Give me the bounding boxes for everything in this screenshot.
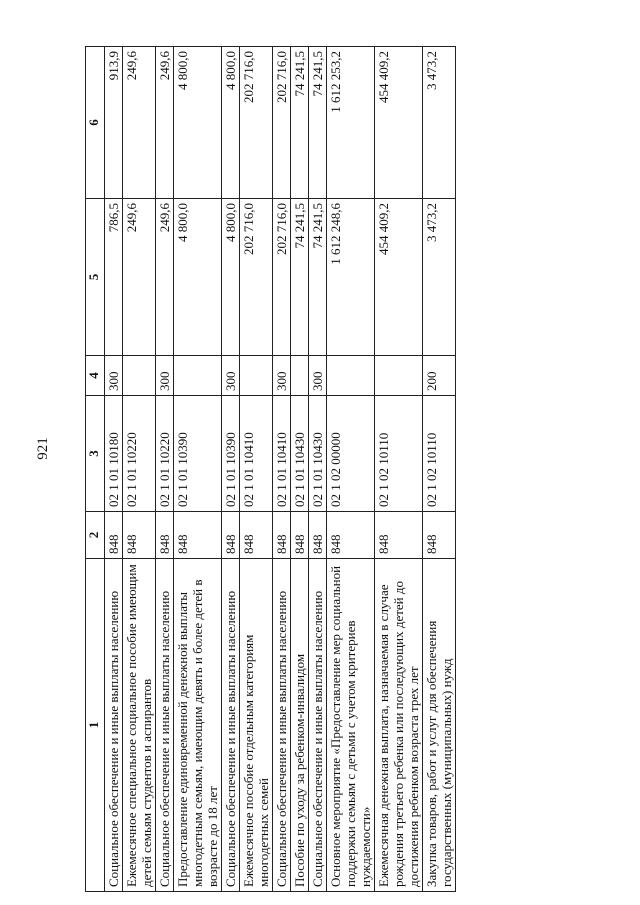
amount-col5: 786,5 (105, 199, 123, 356)
target-article-code: 02 1 02 00000 (327, 396, 375, 512)
table-row (309, 47, 327, 892)
amount-col6: 3 473,2 (423, 47, 456, 199)
expense-type-code: 300 (156, 356, 174, 396)
target-article-code: 02 1 02 10110 (423, 396, 456, 512)
table-row (123, 47, 156, 892)
expense-name: Ежемесячное пособие отдельным категориям многодетных семей (240, 559, 273, 892)
expense-name: Социальное обеспечение и иные выплаты населению (309, 559, 327, 892)
header-row (86, 47, 105, 892)
column-header: 2 (86, 512, 105, 559)
department-code: 848 (156, 512, 174, 559)
target-article-code: 02 1 01 10390 (222, 396, 240, 512)
amount-col6: 4 800,0 (222, 47, 240, 199)
expense-name: Социальное обеспечение и иные выплаты населению (105, 559, 123, 892)
column-header: 3 (86, 396, 105, 512)
expense-type-code (123, 356, 156, 396)
table-row (291, 47, 309, 892)
amount-col6: 913,9 (105, 47, 123, 199)
expense-type-code (240, 356, 273, 396)
amount-col6: 74 241,5 (309, 47, 327, 199)
expense-type-code (375, 356, 423, 396)
expense-name: Социальное обеспечение и иные выплаты населению (273, 559, 291, 892)
expense-type-code: 300 (105, 356, 123, 396)
amount-col5: 74 241,5 (291, 199, 309, 356)
amount-col5: 249,6 (123, 199, 156, 356)
department-code: 848 (174, 512, 222, 559)
expense-type-code (291, 356, 309, 396)
table-row (273, 47, 291, 892)
expense-name: Закупка товаров, работ и услуг для обеспечения государственных (муниципальных) нужд (423, 559, 456, 892)
department-code: 848 (240, 512, 273, 559)
column-header: 6 (86, 47, 105, 199)
table-row (156, 47, 174, 892)
amount-col5: 4 800,0 (174, 199, 222, 356)
department-code: 848 (423, 512, 456, 559)
amount-col5: 1 612 248,6 (327, 199, 375, 356)
table-body (105, 47, 456, 892)
expense-name: Социальное обеспечение и иные выплаты населению (222, 559, 240, 892)
target-article-code: 02 1 01 10430 (309, 396, 327, 512)
expense-name: Пособие по уходу за ребенком-инвалидом (291, 559, 309, 892)
amount-col6: 4 800,0 (174, 47, 222, 199)
page-number: 921 (34, 437, 51, 460)
department-code: 848 (123, 512, 156, 559)
budget-table-rotated-frame (85, 47, 575, 892)
amount-col5: 74 241,5 (309, 199, 327, 356)
amount-col5: 249,6 (156, 199, 174, 356)
expense-name: Ежемесячная денежная выплата, назначаемая в случае рождения третьего ребенка или последующих детей до достижения ребенком возраста трех лет (375, 559, 423, 892)
expense-name: Социальное обеспечение и иные выплаты населению (156, 559, 174, 892)
target-article-code: 02 1 01 10220 (123, 396, 156, 512)
department-code: 848 (375, 512, 423, 559)
amount-col5: 202 716,0 (273, 199, 291, 356)
amount-col5: 4 800,0 (222, 199, 240, 356)
expense-name: Основное мероприятие «Предоставление мер социальной поддержки семьям с детьми с учетом критериев нуждаемости» (327, 559, 375, 892)
column-header: 5 (86, 199, 105, 356)
amount-col5: 202 716,0 (240, 199, 273, 356)
expense-type-code: 300 (309, 356, 327, 396)
amount-col5: 3 473,2 (423, 199, 456, 356)
target-article-code: 02 1 01 10410 (240, 396, 273, 512)
target-article-code: 02 1 01 10390 (174, 396, 222, 512)
amount-col6: 74 241,5 (291, 47, 309, 199)
column-header: 4 (86, 356, 105, 396)
target-article-code: 02 1 01 10430 (291, 396, 309, 512)
amount-col6: 454 409,2 (375, 47, 423, 199)
expense-name: Предоставление единовременной денежной выплаты многодетным семьям, имеющим девять и более детей в возрасте до 18 лет (174, 559, 222, 892)
target-article-code: 02 1 01 10220 (156, 396, 174, 512)
budget-table-container (85, 47, 575, 892)
target-article-code: 02 1 01 10180 (105, 396, 123, 512)
expense-name: Ежемесячное специальное социальное пособие имеющим детей семьям студентов и аспирантов (123, 559, 156, 892)
department-code: 848 (105, 512, 123, 559)
target-article-code: 02 1 02 10110 (375, 396, 423, 512)
expense-type-code: 200 (423, 356, 456, 396)
expense-type-code (327, 356, 375, 396)
amount-col6: 249,6 (156, 47, 174, 199)
target-article-code: 02 1 01 10410 (273, 396, 291, 512)
amount-col6: 249,6 (123, 47, 156, 199)
table-row (375, 47, 423, 892)
table-row (222, 47, 240, 892)
table-row (327, 47, 375, 892)
amount-col6: 202 716,0 (240, 47, 273, 199)
table-row (105, 47, 123, 892)
budget-table (85, 46, 456, 892)
department-code: 848 (222, 512, 240, 559)
department-code: 848 (309, 512, 327, 559)
department-code: 848 (291, 512, 309, 559)
amount-col6: 202 716,0 (273, 47, 291, 199)
column-header: 1 (86, 559, 105, 892)
table-row (240, 47, 273, 892)
table-header (86, 47, 105, 892)
expense-type-code (174, 356, 222, 396)
expense-type-code: 300 (273, 356, 291, 396)
department-code: 848 (273, 512, 291, 559)
table-row (423, 47, 456, 892)
amount-col5: 454 409,2 (375, 199, 423, 356)
amount-col6: 1 612 253,2 (327, 47, 375, 199)
expense-type-code: 300 (222, 356, 240, 396)
department-code: 848 (327, 512, 375, 559)
table-row (174, 47, 222, 892)
